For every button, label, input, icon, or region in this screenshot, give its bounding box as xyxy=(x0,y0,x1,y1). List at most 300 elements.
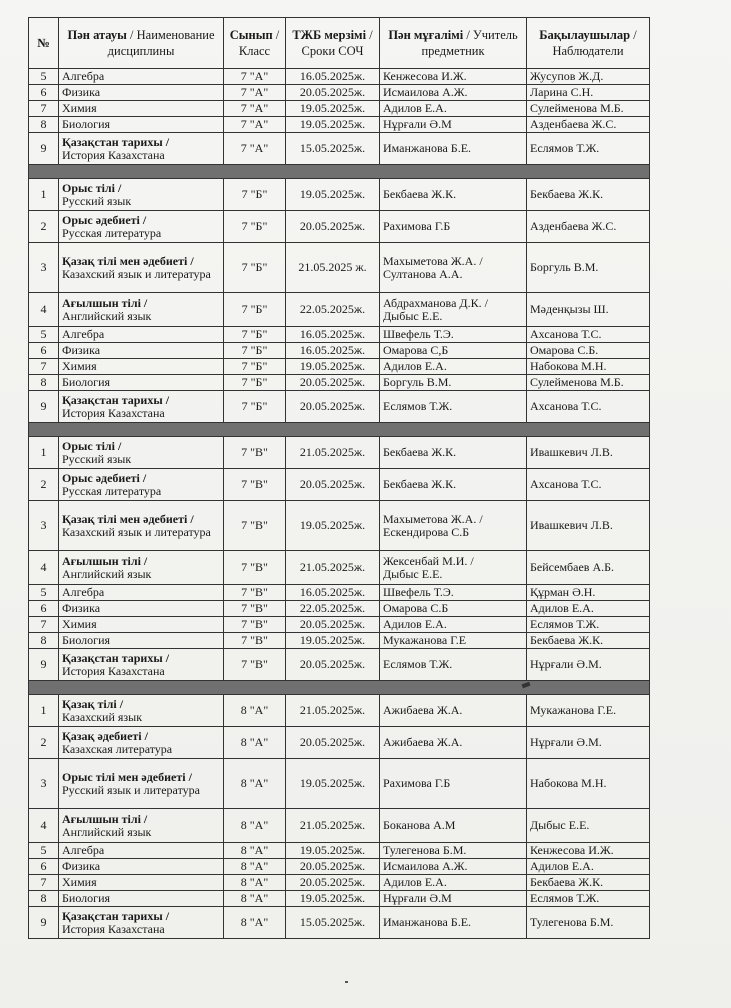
teacher-name: Бекбаева Ж.К. xyxy=(383,477,457,491)
teacher-name: Махыметова Ж.А. / xyxy=(383,511,483,526)
table-row xyxy=(29,601,650,617)
teacher-name-second: Ескендирова С.Б xyxy=(383,524,470,539)
class-cell: 8 "А" xyxy=(224,759,286,809)
subject-ru: История Казахстана xyxy=(62,663,165,678)
teacher-name: Адилов Е.А. xyxy=(383,101,447,115)
teacher-name: Швефель Т.Э. xyxy=(383,585,454,599)
teacher-name: Омарова С.Б xyxy=(383,601,449,615)
exam-date-cell: 19.05.2025ж. xyxy=(286,633,380,649)
table-row xyxy=(29,649,650,681)
table-row xyxy=(29,243,650,293)
subject-ru: Английский язык xyxy=(62,308,152,323)
teacher-cell xyxy=(380,243,527,293)
teacher-cell xyxy=(380,843,527,859)
table-row xyxy=(29,891,650,907)
subject-ru: Казахский язык xyxy=(62,709,143,724)
teacher-cell xyxy=(380,117,527,133)
teacher-cell xyxy=(380,875,527,891)
row-number: 1 xyxy=(29,179,59,211)
observer-cell: Тулегенова Б.М. xyxy=(527,907,650,939)
teacher-name: Абдрахманова Д.К. / xyxy=(383,295,488,310)
teacher-cell xyxy=(380,343,527,359)
table-row xyxy=(29,551,650,585)
table-row xyxy=(29,469,650,501)
observer-cell: Адилов Е.А. xyxy=(527,859,650,875)
subject-kz: Орыс әдебиеті / xyxy=(62,212,147,227)
observer-cell: Сулейменова М.Б. xyxy=(527,375,650,391)
subject-cell xyxy=(59,875,224,891)
exam-date-cell: 21.05.2025ж. xyxy=(286,551,380,585)
teacher-cell xyxy=(380,617,527,633)
subject-ru: Физика xyxy=(62,859,101,873)
teacher-cell xyxy=(380,891,527,907)
observer-cell: Набокова М.Н. xyxy=(527,359,650,375)
teacher-cell xyxy=(380,695,527,727)
teacher-cell xyxy=(380,85,527,101)
header-teacher: Пән мұғалімі / Учитель предметник xyxy=(380,18,527,69)
class-separator-row xyxy=(29,165,650,179)
teacher-cell xyxy=(380,601,527,617)
teacher-name: Бекбаева Ж.К. xyxy=(383,445,457,459)
row-number: 7 xyxy=(29,875,59,891)
table-row xyxy=(29,85,650,101)
subject-ru: Биология xyxy=(62,891,111,905)
table-row xyxy=(29,759,650,809)
row-number: 6 xyxy=(29,85,59,101)
row-number: 9 xyxy=(29,649,59,681)
observer-cell: Бекбаева Ж.К. xyxy=(527,875,650,891)
observer-cell: Бекбаева Ж.К. xyxy=(527,633,650,649)
teacher-cell xyxy=(380,101,527,117)
exam-date-cell: 20.05.2025ж. xyxy=(286,391,380,423)
class-cell: 7 "В" xyxy=(224,633,286,649)
table-row xyxy=(29,875,650,891)
class-cell: 7 "А" xyxy=(224,133,286,165)
exam-date-cell: 19.05.2025ж. xyxy=(286,117,380,133)
subject-ru: Казахский язык и литература xyxy=(62,524,211,539)
teacher-cell xyxy=(380,69,527,85)
teacher-cell xyxy=(380,437,527,469)
row-number: 9 xyxy=(29,907,59,939)
teacher-name: Иманжанова Б.Е. xyxy=(383,141,472,155)
teacher-cell xyxy=(380,375,527,391)
row-number: 8 xyxy=(29,633,59,649)
teacher-cell xyxy=(380,211,527,243)
subject-cell xyxy=(59,133,224,165)
observer-cell: Сулейменова М.Б. xyxy=(527,101,650,117)
subject-cell xyxy=(59,391,224,423)
teacher-cell xyxy=(380,649,527,681)
exam-date-cell: 16.05.2025ж. xyxy=(286,327,380,343)
exam-date-cell: 20.05.2025ж. xyxy=(286,727,380,759)
observer-cell: Мукажанова Г.Е. xyxy=(527,695,650,727)
subject-kz: Қазақстан тарихы / xyxy=(62,134,170,149)
teacher-cell xyxy=(380,551,527,585)
observer-cell: Кенжесова И.Ж. xyxy=(527,843,650,859)
row-number: 1 xyxy=(29,437,59,469)
subject-cell xyxy=(59,375,224,391)
subject-ru: Физика xyxy=(62,85,101,99)
subject-ru: Химия xyxy=(62,875,97,889)
teacher-cell xyxy=(380,727,527,759)
teacher-cell xyxy=(380,501,527,551)
exam-date-cell: 21.05.2025ж. xyxy=(286,437,380,469)
separator-cell xyxy=(29,165,650,179)
subject-kz: Орыс әдебиеті / xyxy=(62,470,147,485)
subject-ru: Алгебра xyxy=(62,327,105,341)
teacher-name: Исмаилова А.Ж. xyxy=(383,85,468,99)
teacher-name-second: Султанова А.А. xyxy=(383,266,463,281)
exam-date-cell: 20.05.2025ж. xyxy=(286,85,380,101)
class-cell: 8 "А" xyxy=(224,695,286,727)
table-row xyxy=(29,69,650,85)
exam-schedule-table xyxy=(28,17,650,939)
observer-cell: Жусупов Ж.Д. xyxy=(527,69,650,85)
row-number: 9 xyxy=(29,133,59,165)
row-number: 5 xyxy=(29,327,59,343)
class-cell: 7 "Б" xyxy=(224,359,286,375)
class-cell: 7 "Б" xyxy=(224,327,286,343)
class-cell: 7 "В" xyxy=(224,437,286,469)
subject-ru: Английский язык xyxy=(62,566,152,581)
subject-cell xyxy=(59,101,224,117)
observer-cell: Ахсанова Т.С. xyxy=(527,391,650,423)
subject-cell xyxy=(59,649,224,681)
observer-cell: Нұрғали Ә.М. xyxy=(527,649,650,681)
class-cell: 7 "Б" xyxy=(224,343,286,359)
subject-ru: Русская литература xyxy=(62,483,162,498)
observer-cell: Дыбыс Е.Е. xyxy=(527,809,650,843)
teacher-cell xyxy=(380,585,527,601)
observer-cell: Бейсембаев А.Б. xyxy=(527,551,650,585)
observer-cell: Ивашкевич Л.В. xyxy=(527,437,650,469)
table-row xyxy=(29,211,650,243)
exam-date-cell: 15.05.2025ж. xyxy=(286,133,380,165)
class-cell: 7 "В" xyxy=(224,501,286,551)
class-cell: 7 "А" xyxy=(224,101,286,117)
subject-cell xyxy=(59,69,224,85)
subject-ru: Биология xyxy=(62,375,111,389)
observer-cell: Ивашкевич Л.В. xyxy=(527,501,650,551)
exam-date-cell: 19.05.2025ж. xyxy=(286,891,380,907)
table-row xyxy=(29,359,650,375)
observer-cell: Набокова М.Н. xyxy=(527,759,650,809)
subject-cell xyxy=(59,759,224,809)
row-number: 7 xyxy=(29,617,59,633)
exam-date-cell: 21.05.2025 ж. xyxy=(286,243,380,293)
exam-date-cell: 16.05.2025ж. xyxy=(286,343,380,359)
teacher-name: Рахимова Г.Б xyxy=(383,776,451,790)
table-row xyxy=(29,343,650,359)
exam-date-cell: 21.05.2025ж. xyxy=(286,809,380,843)
subject-kz: Қазақ тілі мен әдебиеті / xyxy=(62,511,194,526)
separator-cell xyxy=(29,423,650,437)
table-row xyxy=(29,727,650,759)
row-number: 2 xyxy=(29,727,59,759)
class-cell: 7 "В" xyxy=(224,649,286,681)
teacher-cell xyxy=(380,359,527,375)
teacher-name: Бекбаева Ж.К. xyxy=(383,187,457,201)
table-row xyxy=(29,101,650,117)
subject-kz: Қазақстан тарихы / xyxy=(62,392,170,407)
subject-kz: Орыс тілі / xyxy=(62,180,122,195)
exam-date-cell: 22.05.2025ж. xyxy=(286,293,380,327)
table-row xyxy=(29,859,650,875)
class-cell: 7 "В" xyxy=(224,585,286,601)
teacher-name: Рахимова Г.Б xyxy=(383,219,451,233)
exam-date-cell: 21.05.2025ж. xyxy=(286,695,380,727)
subject-cell xyxy=(59,243,224,293)
subject-cell xyxy=(59,117,224,133)
table-row xyxy=(29,695,650,727)
class-cell: 8 "А" xyxy=(224,843,286,859)
teacher-cell xyxy=(380,809,527,843)
subject-kz: Орыс тілі / xyxy=(62,438,122,453)
subject-ru: Русская литература xyxy=(62,225,162,240)
subject-cell xyxy=(59,179,224,211)
subject-ru: Английский язык xyxy=(62,824,152,839)
subject-ru: Физика xyxy=(62,601,101,615)
subject-cell xyxy=(59,907,224,939)
subject-ru: История Казахстана xyxy=(62,921,165,936)
exam-date-cell: 22.05.2025ж. xyxy=(286,601,380,617)
subject-ru: Казахский язык и литература xyxy=(62,266,211,281)
subject-kz: Ағылшын тілі / xyxy=(62,553,148,568)
subject-cell xyxy=(59,859,224,875)
subject-ru: История Казахстана xyxy=(62,405,165,420)
observer-cell: Омарова С.Б. xyxy=(527,343,650,359)
class-cell: 7 "А" xyxy=(224,117,286,133)
teacher-cell xyxy=(380,133,527,165)
table-row xyxy=(29,617,650,633)
observer-cell: Азденбаева Ж.С. xyxy=(527,117,650,133)
row-number: 5 xyxy=(29,843,59,859)
row-number: 5 xyxy=(29,69,59,85)
row-number: 2 xyxy=(29,469,59,501)
exam-date-cell: 19.05.2025ж. xyxy=(286,759,380,809)
observer-cell: Ахсанова Т.С. xyxy=(527,469,650,501)
row-number: 1 xyxy=(29,695,59,727)
class-cell: 7 "Б" xyxy=(224,391,286,423)
class-cell: 7 "В" xyxy=(224,469,286,501)
row-number: 6 xyxy=(29,343,59,359)
teacher-name: Боргуль В.М. xyxy=(383,375,452,389)
subject-ru: Биология xyxy=(62,117,111,131)
class-cell: 7 "Б" xyxy=(224,293,286,327)
exam-date-cell: 19.05.2025ж. xyxy=(286,843,380,859)
row-number: 3 xyxy=(29,243,59,293)
exam-date-cell: 19.05.2025ж. xyxy=(286,101,380,117)
table-row xyxy=(29,375,650,391)
row-number: 4 xyxy=(29,551,59,585)
row-number: 3 xyxy=(29,759,59,809)
observer-cell: Нұрғали Ә.М. xyxy=(527,727,650,759)
class-cell: 7 "В" xyxy=(224,551,286,585)
header-observers: Бақылаушылар / Наблюдатели xyxy=(527,18,650,69)
teacher-cell xyxy=(380,759,527,809)
class-cell: 8 "А" xyxy=(224,907,286,939)
teacher-name: Кенжесова И.Ж. xyxy=(383,69,467,83)
subject-ru: Русский язык xyxy=(62,193,132,208)
row-number: 8 xyxy=(29,375,59,391)
subject-ru: Алгебра xyxy=(62,585,105,599)
teacher-name: Швефель Т.Э. xyxy=(383,327,454,341)
header-number: № xyxy=(29,18,59,69)
teacher-name: Иманжанова Б.Е. xyxy=(383,915,472,929)
observer-cell: Ахсанова Т.С. xyxy=(527,327,650,343)
subject-cell xyxy=(59,809,224,843)
subject-cell xyxy=(59,633,224,649)
subject-cell xyxy=(59,343,224,359)
table-row xyxy=(29,633,650,649)
exam-date-cell: 20.05.2025ж. xyxy=(286,375,380,391)
teacher-cell xyxy=(380,179,527,211)
observer-cell: Мәденқызы Ш. xyxy=(527,293,650,327)
class-cell: 8 "А" xyxy=(224,727,286,759)
class-cell: 7 "Б" xyxy=(224,179,286,211)
subject-ru: Химия xyxy=(62,617,97,631)
table-row xyxy=(29,117,650,133)
subject-cell xyxy=(59,585,224,601)
subject-ru: Алгебра xyxy=(62,69,105,83)
class-cell: 8 "А" xyxy=(224,859,286,875)
subject-kz: Қазақстан тарихы / xyxy=(62,650,170,665)
table-row xyxy=(29,293,650,327)
row-number: 6 xyxy=(29,859,59,875)
teacher-cell xyxy=(380,327,527,343)
teacher-cell xyxy=(380,633,527,649)
exam-date-cell: 16.05.2025ж. xyxy=(286,585,380,601)
exam-date-cell: 20.05.2025ж. xyxy=(286,617,380,633)
class-cell: 8 "А" xyxy=(224,875,286,891)
observer-cell: Еслямов Т.Ж. xyxy=(527,891,650,907)
observer-cell: Бекбаева Ж.К. xyxy=(527,179,650,211)
subject-ru: Русский язык xyxy=(62,451,132,466)
table-row xyxy=(29,391,650,423)
subject-ru: История Казахстана xyxy=(62,147,165,162)
teacher-name-second: Дыбыс Е.Е. xyxy=(383,308,443,323)
observer-cell: Боргуль В.М. xyxy=(527,243,650,293)
table-row xyxy=(29,501,650,551)
subject-kz: Орыс тілі мен әдебиеті / xyxy=(62,769,192,784)
class-cell: 8 "А" xyxy=(224,809,286,843)
separator-cell xyxy=(29,681,650,695)
table-row xyxy=(29,179,650,211)
teacher-cell xyxy=(380,859,527,875)
subject-kz: Қазақ тілі / xyxy=(62,696,124,711)
teacher-name: Адилов Е.А. xyxy=(383,617,447,631)
class-cell: 7 "В" xyxy=(224,617,286,633)
subject-ru: Физика xyxy=(62,343,101,357)
table-row xyxy=(29,907,650,939)
class-cell: 7 "А" xyxy=(224,69,286,85)
row-number: 9 xyxy=(29,391,59,423)
teacher-name: Ажибаева Ж.А. xyxy=(383,735,463,749)
subject-cell xyxy=(59,293,224,327)
teacher-name: Исмаилова А.Ж. xyxy=(383,859,468,873)
subject-ru: Химия xyxy=(62,359,97,373)
table-row xyxy=(29,327,650,343)
teacher-name: Еслямов Т.Ж. xyxy=(383,657,453,671)
exam-date-cell: 20.05.2025ж. xyxy=(286,875,380,891)
teacher-cell xyxy=(380,391,527,423)
table-row xyxy=(29,133,650,165)
subject-cell xyxy=(59,359,224,375)
teacher-name-second: Дыбыс Е.Е. xyxy=(383,566,443,581)
row-number: 2 xyxy=(29,211,59,243)
teacher-name: Жексенбай М.И. / xyxy=(383,553,474,568)
row-number: 4 xyxy=(29,809,59,843)
row-number: 6 xyxy=(29,601,59,617)
teacher-name: Еслямов Т.Ж. xyxy=(383,399,453,413)
table-header-row xyxy=(29,18,650,69)
teacher-name: Омарова С,Б xyxy=(383,343,449,357)
teacher-name: Тулегенова Б.М. xyxy=(383,843,467,857)
row-number: 7 xyxy=(29,101,59,117)
table-row xyxy=(29,585,650,601)
subject-cell xyxy=(59,469,224,501)
header-subject: Пән атауы / Наименование дисциплины xyxy=(59,18,224,69)
observer-cell: Ларина С.Н. xyxy=(527,85,650,101)
row-number: 8 xyxy=(29,891,59,907)
subject-cell xyxy=(59,727,224,759)
class-separator-row xyxy=(29,423,650,437)
teacher-name: Нұрғали Ә.М xyxy=(383,891,452,905)
subject-cell xyxy=(59,501,224,551)
subject-cell xyxy=(59,327,224,343)
row-number: 5 xyxy=(29,585,59,601)
class-cell: 7 "Б" xyxy=(224,211,286,243)
exam-date-cell: 20.05.2025ж. xyxy=(286,469,380,501)
subject-cell xyxy=(59,891,224,907)
exam-date-cell: 19.05.2025ж. xyxy=(286,359,380,375)
subject-cell xyxy=(59,211,224,243)
header-exam-date: ТЖБ мерзімі / Сроки СОЧ xyxy=(286,18,380,69)
subject-cell xyxy=(59,601,224,617)
exam-date-cell: 15.05.2025ж. xyxy=(286,907,380,939)
table-row xyxy=(29,809,650,843)
teacher-cell xyxy=(380,469,527,501)
observer-cell: Адилов Е.А. xyxy=(527,601,650,617)
subject-ru: Биология xyxy=(62,633,111,647)
teacher-name: Нұрғали Ә.М xyxy=(383,117,452,131)
observer-cell: Еслямов Т.Ж. xyxy=(527,133,650,165)
subject-cell xyxy=(59,551,224,585)
class-cell: 8 "А" xyxy=(224,891,286,907)
teacher-name: Боканова А.М xyxy=(383,818,456,832)
header-class: Сынып / Класс xyxy=(224,18,286,69)
teacher-name: Ажибаева Ж.А. xyxy=(383,703,463,717)
teacher-name: Адилов Е.А. xyxy=(383,359,447,373)
exam-date-cell: 19.05.2025ж. xyxy=(286,179,380,211)
row-number: 7 xyxy=(29,359,59,375)
teacher-cell xyxy=(380,293,527,327)
table-row xyxy=(29,843,650,859)
subject-kz: Қазақ тілі мен әдебиеті / xyxy=(62,253,194,268)
teacher-cell xyxy=(380,907,527,939)
row-number: 3 xyxy=(29,501,59,551)
exam-date-cell: 20.05.2025ж. xyxy=(286,649,380,681)
subject-kz: Қазақстан тарихы / xyxy=(62,908,170,923)
exam-date-cell: 20.05.2025ж. xyxy=(286,859,380,875)
table-row xyxy=(29,437,650,469)
subject-cell xyxy=(59,843,224,859)
subject-kz: Ағылшын тілі / xyxy=(62,811,148,826)
teacher-name: Махыметова Ж.А. / xyxy=(383,253,483,268)
exam-date-cell: 20.05.2025ж. xyxy=(286,211,380,243)
exam-date-cell: 19.05.2025ж. xyxy=(286,501,380,551)
class-separator-row xyxy=(29,681,650,695)
